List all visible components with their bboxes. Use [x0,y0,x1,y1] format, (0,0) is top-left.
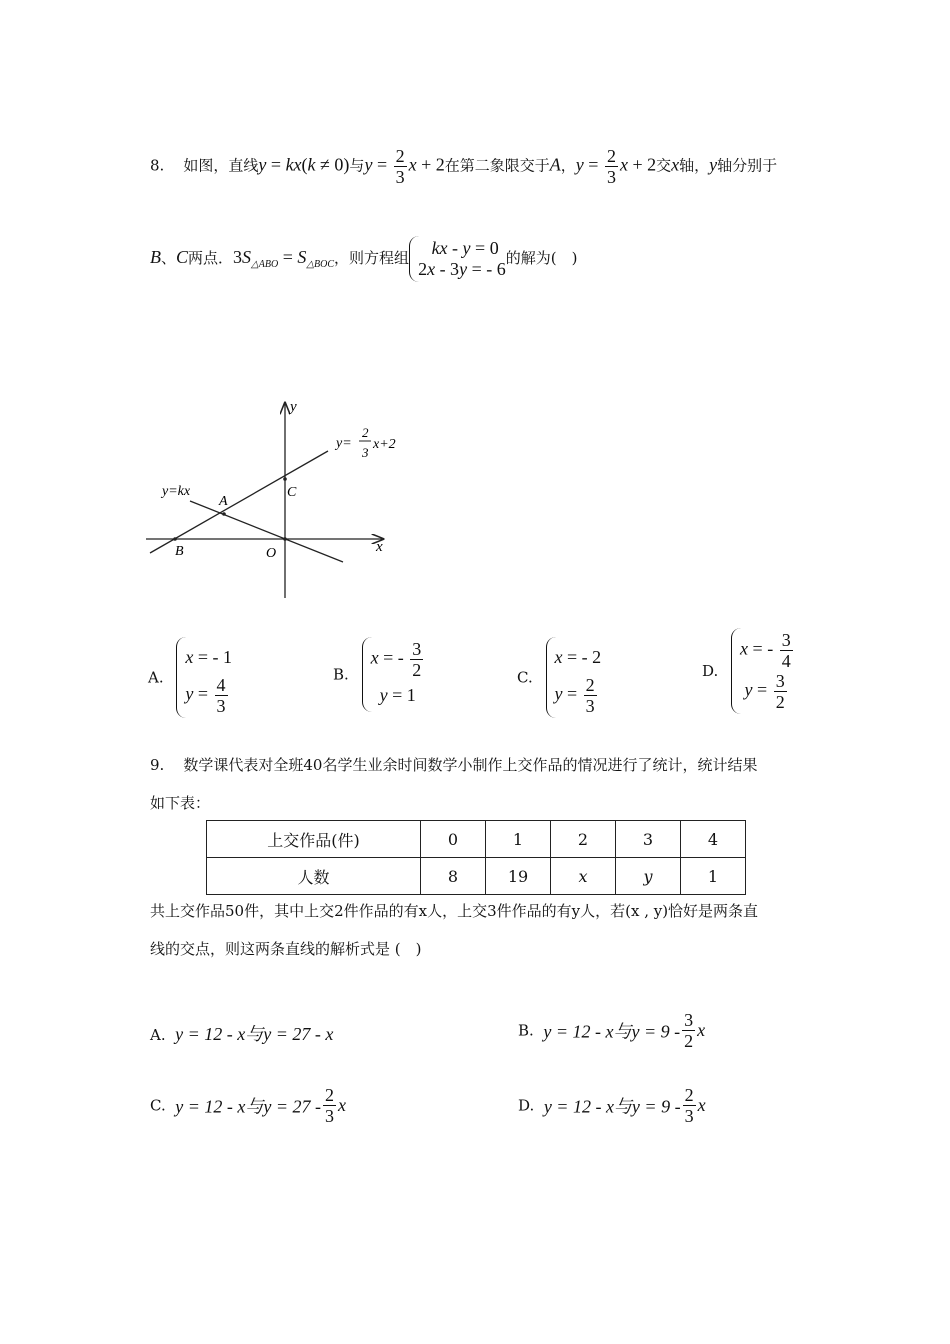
y-axis-label: y [290,399,297,415]
fraction: $\frac{2}{3}$ [606,146,616,187]
table-cell: x [551,858,616,895]
fraction-den: 3 [684,1106,694,1126]
option-letter: B. [518,1021,534,1040]
option-letter: A. [148,668,164,687]
q9-after2: 线的交点，则这两条直线的解析式是 ( ) [150,940,422,958]
table-cell: y [616,858,681,895]
point-a [222,512,226,516]
q8-option-b[interactable] [333,637,425,712]
q9-number: 9. [150,756,165,774]
equation-system: kx - y = 0 2x - 3y = - 6 [409,236,506,282]
q9-option-c[interactable] [150,1085,346,1126]
option-system: x = - 2 y = $\frac{2}{3}$ [546,637,602,718]
option-system: x = - 1 y = $\frac{4}{3}$ [176,637,232,718]
table-cell: 4 [681,821,746,858]
table-cell: 19 [486,858,551,895]
label-b: B [175,544,184,559]
q8-text: 交 [656,156,672,175]
q8-option-a[interactable] [148,637,232,718]
option-system: x = - $\frac{3}{2}$ y = 1 [362,637,426,712]
q8-number: 8. [150,156,165,175]
label-a: A [219,494,228,509]
fraction-num: 2 [325,1085,335,1105]
point-c [283,477,287,481]
line2-label-den: 3 [362,445,369,460]
option-text: x [338,1095,347,1115]
q8-graph [140,395,400,605]
q8-text: 的解为( ) [505,249,578,267]
fraction-num: 3 [684,1010,694,1030]
option-letter: D. [702,662,719,680]
table-cell: 1 [681,858,746,895]
line2-label-pre: y= [336,436,352,451]
fraction-den: 3 [325,1106,335,1126]
option-text: y = 12 - x与y = 9 - [543,1096,681,1117]
option-text: y = 12 - x与y = 27 - x [175,1024,334,1044]
line-kx-label: y=kx [162,484,191,499]
table-row [207,821,746,858]
q9-option-b[interactable] [518,1010,705,1051]
option-letter: A. [150,1026,166,1044]
fraction-den: 2 [684,1031,694,1051]
option-text: x [697,1095,706,1115]
label-o: O [266,546,277,561]
q9-line1 [150,754,757,775]
table-cell: 3 [616,821,681,858]
table-cell: 上交作品(件) [207,821,421,858]
point-b [173,537,177,541]
q9-option-a[interactable] [150,1020,333,1046]
q8-text: 轴， [679,156,710,175]
q8-text: 与 [349,156,365,175]
line2-label-post: x+2 [373,437,396,452]
q8-option-d[interactable] [702,628,795,714]
q8-text: 轴分别于 [717,156,778,175]
table-row [207,858,746,895]
q8-text: 在第二象限交于 [444,156,550,175]
q8-text: 如图，直线 [183,156,259,175]
q8-text: 两点． [188,249,234,267]
label-c: C [287,485,297,500]
x-axis-label: x [376,539,383,555]
q8-text: ，则方程组 [334,249,410,267]
table-cell: 0 [421,821,486,858]
q8-line2: B、C两点．$3S_{\triangle ABO} = S_{\triangle BOC}$，则方程组 kx - y = 0 2x - 3y = - 6 的解为( ) [150,236,577,282]
table-cell: 8 [421,858,486,895]
q8-text: ， [560,156,576,175]
q9-table [206,820,746,895]
q9-text: 数学课代表对全班40名学生业余时间数学小制作上交作品的情况进行了统计，统计结果 [183,756,758,774]
q9-option-d[interactable] [518,1085,706,1126]
point-o [283,537,287,541]
option-text: y = 12 - x与y = 27 - [175,1096,322,1117]
option-text: y = 12 - x与y = 9 - [543,1021,681,1042]
table-cell: 人数 [207,858,421,895]
option-text: x [697,1020,706,1040]
fraction: $\frac{2}{3}$ [395,146,405,187]
q9-line2: 如下表： [150,794,211,812]
q8-line1: 8. 如图，直线y = kx(k ≠ 0)与y = $\frac{2}{3}$ x + 2在第二象限交于A，y = $\frac{2}{3}$ x + 2交x轴，y轴分别于 [150,146,778,187]
option-letter: C. [150,1096,166,1115]
option-letter: C. [517,668,533,687]
option-letter: D. [518,1096,535,1115]
table-cell: 2 [551,821,616,858]
option-system: x = - $\frac{3}{4}$ y = $\frac{3}{2}$ [731,628,795,714]
option-letter: B. [333,665,349,684]
q9-after1: 共上交作品50件，其中上交2件作品的有x人，上交3件作品的有y人，若(x , y)恰好是两条直 [150,902,759,920]
q8-option-c[interactable] [517,637,601,718]
table-cell: 1 [486,821,551,858]
line2-label-num: 2 [362,425,369,440]
line-2-3x-plus-2 [150,451,328,553]
fraction-num: 2 [684,1085,694,1105]
